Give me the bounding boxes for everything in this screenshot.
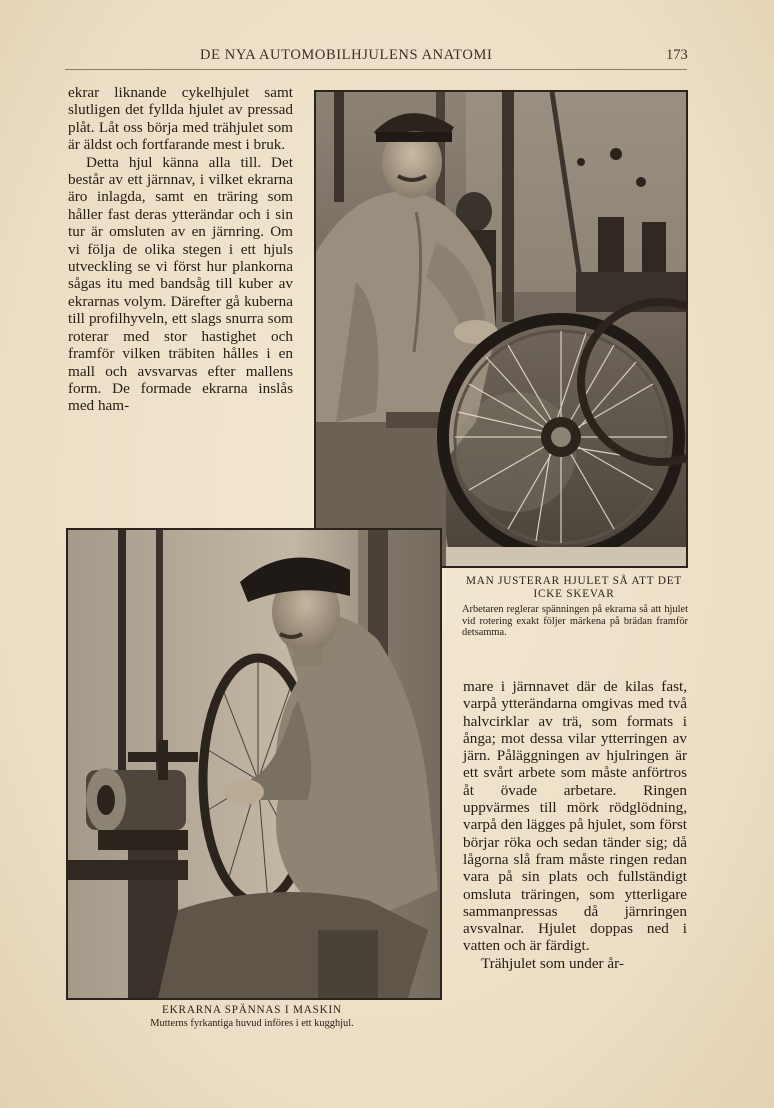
top-caption-title: MAN JUSTERAR HJULET SÅ ATT DET ICKE SKEVAR — [466, 575, 682, 600]
right-paragraph-1: mare i järnnavet där de kilas fast, varpå ytterändarna omgivas med två halvcirklar av trä, som formats i ånga; mot dessa vilar ytterringen av järn. Påläggningen av hjulringen är ett svårt arbete som måste anförtros åt övade arbetare. Ringen uppvärmes till mörk rödglödning, varpå den lägges på hjulet, som först börjar röka och sedan tänder sig; då lågorna slå fram måste ringen redan vara på sin plats och fullständigt omsluta träringen, som ytterligare sammanpressas då järnringen avsvalnar. Hjulet doppas ned i vatten och är färdigt. — [463, 678, 687, 955]
left-paragraph-1: ekrar liknande cykelhjulet samt slutligen det fyllda hjulet av pressad plåt. Låt oss börja med trähjulet som är äldst och fortfarande mest i bruk. — [68, 84, 293, 154]
photo-spoke-machine-image — [68, 530, 440, 998]
left-paragraph-2: Detta hjul känna alla till. Det består av ett järnnav, i vilket ekrarna äro inlagda, samt en träring som håller fast deras ytterändar och i sin tur är omsluten av en järnring. Om vi följa de olika stegen i ett hjuls utveckling se vi först hur plankorna sågas itu med bandsåg till kuber av ekrarnas volym. Därefter gå kuberna till profilhyveln, ett slags snurra som roterar med stor hastighet och framför vilken träbiten hålles i en mall och avsvarvas efter mallens form. De formade ekrarna inslås med ham- — [68, 153, 293, 415]
right-text-column — [463, 678, 687, 972]
header-rule — [65, 69, 687, 70]
spoked-wheel-top — [443, 319, 679, 555]
running-header: DE NYA AUTOMOBILHJULENS ANATOMI — [200, 47, 493, 63]
photo-wheel-adjustment-image — [316, 92, 686, 566]
top-caption-text: Arbetaren reglerar spänningen på ekrarna så att hjulet vid rotering exakt följer märkena på brädan framför detsamma. — [462, 604, 688, 639]
photo-spoke-machine — [66, 528, 442, 1000]
bottom-caption-title: EKRARNA SPÄNNAS I MASKIN — [162, 1004, 342, 1016]
photo-wheel-adjustment — [314, 90, 688, 568]
page-number: 173 — [666, 47, 688, 63]
bottom-caption-text: Mutterns fyrkantiga huvud införes i ett kugghjul. — [150, 1018, 354, 1029]
left-text-column — [68, 84, 293, 415]
right-paragraph-2: Trähjulet som under år- — [481, 954, 624, 972]
